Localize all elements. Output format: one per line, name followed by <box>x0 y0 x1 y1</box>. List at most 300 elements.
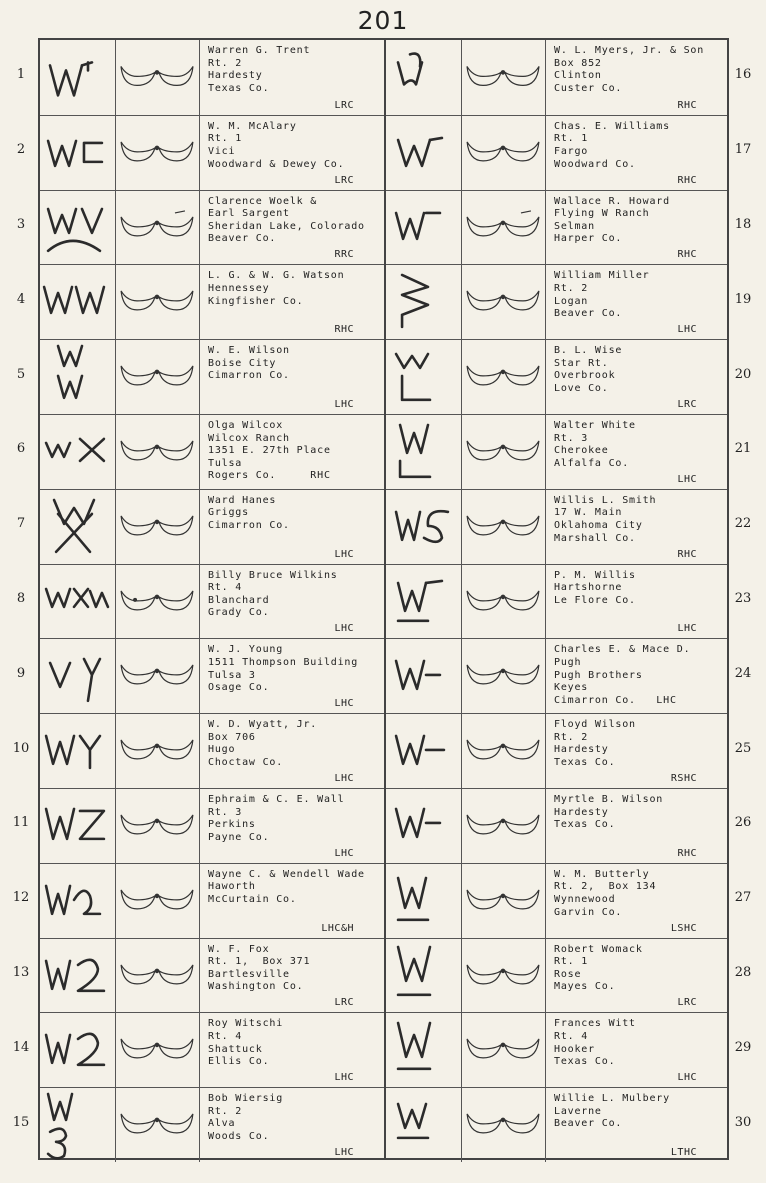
brand-entry <box>386 115 727 190</box>
earmark <box>461 340 546 414</box>
owner-line: Kingfisher Co. <box>208 295 304 307</box>
earmark-drawing <box>461 714 545 788</box>
owner-info <box>200 714 384 788</box>
earmark-drawing <box>115 1013 199 1087</box>
owner-line: W. E. Wilson <box>208 345 290 357</box>
brand-drawing <box>386 116 461 190</box>
owner-line: Wallace R. Howard <box>554 195 670 207</box>
owner-line: Rt. 2 <box>554 282 589 294</box>
brand-mark <box>40 714 116 788</box>
owner-line: Texas Co. <box>208 82 270 94</box>
earmark-drawing <box>461 864 545 938</box>
owner-line: Logan <box>554 295 589 307</box>
earmark <box>115 40 200 115</box>
row-number: 6 <box>16 441 26 457</box>
owner-line: Rt. 2, Box 134 <box>554 881 657 893</box>
earmark <box>115 116 200 190</box>
earmark-drawing <box>461 415 545 489</box>
owner-line: Choctaw Co. <box>208 756 284 768</box>
owner-line: Alfalfa Co. <box>554 457 630 469</box>
owner-line: Tulsa <box>208 457 243 469</box>
owner-line: W. M. McAlary <box>208 120 297 132</box>
owner-line: McCurtain Co. <box>208 893 297 905</box>
earmark-drawing <box>115 789 199 863</box>
brand-drawing <box>40 1013 115 1087</box>
earmark-drawing <box>115 639 199 713</box>
owner-line: Alva <box>208 1118 236 1130</box>
brand-location: LHC <box>677 623 697 635</box>
owner-line: Woodward & Dewey Co. <box>208 158 345 170</box>
owner-info <box>200 1013 384 1087</box>
brand-drawing <box>386 714 461 788</box>
brand-entry <box>386 190 727 265</box>
brand-entry <box>40 414 384 489</box>
row-number: 20 <box>734 366 752 382</box>
owner-line: Hennessey <box>208 282 270 294</box>
earmark <box>115 639 200 713</box>
earmark-drawing <box>115 565 199 639</box>
brand-location: LHC <box>677 473 697 485</box>
earmark <box>461 265 546 339</box>
owner-line: Laverne <box>554 1105 602 1117</box>
brand-location: LHC <box>334 698 354 710</box>
earmark <box>461 864 546 938</box>
earmark-drawing <box>461 265 545 339</box>
brand-mark <box>386 340 462 414</box>
brand-drawing <box>40 265 115 339</box>
row-number: 13 <box>12 965 30 980</box>
brand-entry <box>386 489 727 564</box>
earmark <box>115 415 200 489</box>
owner-line: Osage Co. <box>208 682 270 694</box>
brand-drawing <box>386 864 461 938</box>
brand-entry <box>40 339 384 414</box>
brand-entry <box>40 638 384 713</box>
brand-mark <box>386 191 462 265</box>
owner-line: Rt. 1, Box 371 <box>208 956 311 968</box>
owner-info <box>546 116 727 190</box>
brand-mark <box>386 1088 462 1162</box>
earmark <box>461 490 546 564</box>
row-number: 24 <box>734 665 752 681</box>
owner-info <box>200 789 384 863</box>
brand-entry <box>386 339 727 414</box>
brand-mark <box>386 490 462 564</box>
owner-info <box>200 864 384 938</box>
earmark <box>461 789 546 863</box>
earmark-drawing <box>115 1088 199 1162</box>
owner-line: Perkins <box>208 819 256 831</box>
earmark <box>115 191 200 265</box>
owner-info <box>546 714 727 788</box>
owner-info <box>200 415 384 489</box>
owner-info <box>546 939 727 1013</box>
owner-line: Rt. 3 <box>554 432 589 444</box>
owner-line: Clarence Woelk & <box>208 195 318 207</box>
owner-line: Rt. 2 <box>554 731 589 743</box>
brand-location: LHC <box>334 548 354 560</box>
brand-mark <box>40 265 116 339</box>
row-number: 15 <box>12 1114 30 1130</box>
earmark-drawing <box>461 939 545 1013</box>
owner-info <box>546 415 727 489</box>
brand-location: LRC <box>677 997 697 1009</box>
earmark-drawing <box>461 40 545 115</box>
owner-info <box>546 340 727 414</box>
owner-info <box>546 789 727 863</box>
earmark-drawing <box>115 265 199 339</box>
owner-line: Floyd Wilson <box>554 719 636 731</box>
row-number: 22 <box>734 516 752 532</box>
earmark <box>461 565 546 639</box>
brand-mark <box>40 864 116 938</box>
owner-line: Hardesty <box>554 744 609 756</box>
brand-drawing <box>40 490 115 564</box>
earmark-drawing <box>461 1088 545 1162</box>
owner-info <box>546 639 727 713</box>
brand-mark <box>40 340 116 414</box>
owner-info <box>546 490 727 564</box>
earmark <box>115 1088 200 1162</box>
owner-line: L. G. & W. G. Watson <box>208 270 345 282</box>
brand-drawing <box>386 340 461 414</box>
owner-info <box>546 40 727 115</box>
owner-line: Roy Witschi <box>208 1018 284 1030</box>
owner-info <box>200 340 384 414</box>
row-number: 5 <box>16 366 26 382</box>
brand-drawing <box>386 939 461 1013</box>
brand-entry <box>40 190 384 265</box>
earmark <box>115 789 200 863</box>
brand-mark <box>40 789 116 863</box>
brand-location: RRC <box>334 249 354 261</box>
earmark-drawing <box>115 490 199 564</box>
brand-location: LHC <box>677 324 697 336</box>
owner-line: Box 706 <box>208 731 256 743</box>
owner-line: Le Flore Co. <box>554 594 636 606</box>
owner-info <box>200 565 384 639</box>
earmark <box>115 1013 200 1087</box>
owner-line: Hartshorne <box>554 582 623 594</box>
brand-entry <box>40 40 384 115</box>
row-number: 8 <box>16 591 26 606</box>
earmark <box>461 1013 546 1087</box>
owner-line: Selman <box>554 220 595 232</box>
brand-entry <box>40 264 384 339</box>
brand-entry <box>40 1087 384 1162</box>
earmark-drawing <box>461 116 545 190</box>
brand-mark <box>386 1013 462 1087</box>
row-number: 4 <box>16 291 26 307</box>
earmark-drawing <box>461 490 545 564</box>
brand-drawing <box>40 340 115 414</box>
brand-mark <box>386 939 462 1013</box>
brand-entry <box>386 863 727 938</box>
owner-line: Mayes Co. <box>554 981 616 993</box>
brand-mark <box>386 415 462 489</box>
owner-line: Flying W Ranch <box>554 208 650 220</box>
owner-line: Keyes <box>554 682 589 694</box>
owner-info <box>200 639 384 713</box>
brand-mark <box>40 939 116 1013</box>
brand-mark <box>386 116 462 190</box>
earmark-drawing <box>461 789 545 863</box>
brand-entry <box>40 713 384 788</box>
earmark-drawing <box>115 864 199 938</box>
row-number: 25 <box>734 740 752 756</box>
earmark-drawing <box>461 1013 545 1087</box>
brand-drawing <box>40 565 115 639</box>
owner-line: Texas Co. <box>554 1056 616 1068</box>
owner-line: Haworth <box>208 881 256 893</box>
brand-mark <box>386 789 462 863</box>
owner-line: Oklahoma City <box>554 519 643 531</box>
brand-mark <box>40 1088 116 1162</box>
owner-line: Boise City <box>208 357 277 369</box>
owner-line: Sheridan Lake, Colorado <box>208 220 365 232</box>
brand-entry <box>40 1012 384 1087</box>
owner-line: Robert Womack <box>554 943 643 955</box>
earmark <box>461 714 546 788</box>
owner-info <box>546 1088 727 1162</box>
owner-line: Harper Co. <box>554 233 623 245</box>
owner-line: Woodward Co. <box>554 158 636 170</box>
brand-mark <box>386 265 462 339</box>
brand-location: LHC <box>677 1072 697 1084</box>
brand-drawing <box>386 265 461 339</box>
brand-entry <box>386 40 727 115</box>
brand-entry <box>386 1012 727 1087</box>
brand-drawing <box>40 714 115 788</box>
owner-line: Texas Co. <box>554 819 616 831</box>
owner-line: Pugh <box>554 656 582 668</box>
brand-entry <box>40 938 384 1013</box>
earmark <box>461 1088 546 1162</box>
brand-location: LHC <box>334 1146 354 1158</box>
brand-location: RHC <box>677 99 697 111</box>
brand-drawing <box>40 789 115 863</box>
owner-line: Rt. 1 <box>554 956 589 968</box>
earmark-drawing <box>461 565 545 639</box>
page-number: 201 <box>357 6 409 35</box>
brand-drawing <box>386 565 461 639</box>
brand-location: RHC <box>677 847 697 859</box>
brand-location: LSHC <box>670 922 697 934</box>
owner-line: W. D. Wyatt, Jr. <box>208 719 318 731</box>
brand-entry <box>40 564 384 639</box>
owner-info <box>546 265 727 339</box>
brand-entry <box>40 788 384 863</box>
row-number: 19 <box>734 291 752 307</box>
owner-line: Pugh Brothers <box>554 669 643 681</box>
owner-info <box>546 191 727 265</box>
owner-line: Overbrook <box>554 370 616 382</box>
brand-table-right <box>384 38 729 1160</box>
owner-line: W. J. Young <box>208 644 284 656</box>
owner-line: Rt. 1 <box>554 133 589 145</box>
brand-location: RHC <box>334 324 354 336</box>
row-number: 27 <box>734 890 752 906</box>
row-number: 3 <box>16 217 26 232</box>
owner-line: Hardesty <box>208 70 263 82</box>
row-number: 28 <box>734 965 752 980</box>
owner-line: Rt. 2 <box>208 1105 243 1117</box>
earmark <box>115 939 200 1013</box>
owner-line: Love Co. <box>554 382 609 394</box>
brand-mark <box>40 40 116 115</box>
earmark-drawing <box>115 340 199 414</box>
brand-location: LRC <box>677 398 697 410</box>
row-number: 26 <box>734 815 752 831</box>
owner-info <box>200 1088 384 1162</box>
row-number: 23 <box>734 591 752 606</box>
row-number: 21 <box>734 441 752 457</box>
brand-location: LHC <box>334 772 354 784</box>
earmark-drawing <box>115 415 199 489</box>
owner-line: Beaver Co. <box>554 308 623 320</box>
owner-info <box>200 40 384 115</box>
owner-line: Charles E. & Mace D. <box>554 644 691 656</box>
brand-drawing <box>386 789 461 863</box>
brand-location: RSHC <box>670 772 697 784</box>
brand-mark <box>40 116 116 190</box>
earmark <box>461 939 546 1013</box>
owner-line: Cimarron Co. LHC <box>554 694 677 706</box>
earmark <box>461 415 546 489</box>
owner-line: Wayne C. & Wendell Wade <box>208 868 365 880</box>
owner-line: Rose <box>554 968 582 980</box>
owner-line: William Miller <box>554 270 650 282</box>
earmark <box>115 714 200 788</box>
brand-location: LRC <box>334 99 354 111</box>
owner-info <box>200 116 384 190</box>
brand-mark <box>386 864 462 938</box>
owner-line: Star Rt. <box>554 357 609 369</box>
brand-location: LHC&H <box>321 922 354 934</box>
owner-line: Willie L. Mulbery <box>554 1093 670 1105</box>
brand-location: LTHC <box>670 1146 697 1158</box>
brand-mark <box>40 415 116 489</box>
brand-drawing <box>40 116 115 190</box>
brand-location: LRC <box>334 174 354 186</box>
brand-mark <box>40 565 116 639</box>
owner-line: Woods Co. <box>208 1130 270 1142</box>
owner-line: Billy Bruce Wilkins <box>208 569 338 581</box>
owner-info <box>200 490 384 564</box>
owner-line: Cimarron Co. <box>208 519 290 531</box>
owner-line: Rt. 4 <box>208 582 243 594</box>
earmark-drawing <box>461 191 545 265</box>
owner-line: Rt. 3 <box>208 806 243 818</box>
earmark <box>461 191 546 265</box>
owner-line: Wilcox Ranch <box>208 432 290 444</box>
owner-line: Grady Co. <box>208 607 270 619</box>
brand-entry <box>386 713 727 788</box>
earmark-drawing <box>115 939 199 1013</box>
owner-line: Garvin Co. <box>554 906 623 918</box>
brand-drawing <box>40 639 115 713</box>
brand-entry <box>386 938 727 1013</box>
owner-line: Hooker <box>554 1043 595 1055</box>
earmark <box>115 340 200 414</box>
brand-table-left <box>38 38 386 1160</box>
brand-drawing <box>386 1013 461 1087</box>
owner-line: Hardesty <box>554 806 609 818</box>
earmark-drawing <box>115 116 199 190</box>
owner-line: Vici <box>208 145 236 157</box>
row-number: 7 <box>16 516 26 532</box>
earmark <box>115 565 200 639</box>
row-number: 30 <box>734 1114 752 1130</box>
owner-line: Rt. 1 <box>208 133 243 145</box>
brand-entry <box>40 115 384 190</box>
owner-info <box>200 191 384 265</box>
brand-mark <box>40 639 116 713</box>
brand-drawing <box>386 415 461 489</box>
owner-line: Ward Hanes <box>208 494 277 506</box>
owner-line: W. F. Fox <box>208 943 270 955</box>
brand-mark <box>386 639 462 713</box>
brand-entry <box>386 1087 727 1162</box>
owner-line: Ephraim & C. E. Wall <box>208 794 345 805</box>
owner-line: Rogers Co. RHC <box>208 470 331 482</box>
brand-drawing <box>40 191 115 265</box>
owner-line: Earl Sargent <box>208 208 290 220</box>
brand-drawing <box>40 1088 115 1162</box>
row-number: 29 <box>734 1039 752 1055</box>
earmark-drawing <box>461 340 545 414</box>
owner-line: W. M. Butterly <box>554 868 650 880</box>
owner-line: Beaver Co. <box>554 1118 623 1130</box>
owner-line: Blanchard <box>208 594 270 606</box>
owner-line: 17 W. Main <box>554 507 623 519</box>
row-number: 17 <box>734 142 752 158</box>
brand-location: RHC <box>677 249 697 261</box>
brand-location: RHC <box>677 548 697 560</box>
owner-line: Beaver Co. <box>208 233 277 245</box>
owner-info <box>546 864 727 938</box>
owner-line: Bartlesville <box>208 968 290 980</box>
earmark <box>461 639 546 713</box>
owner-line: Olga Wilcox <box>208 420 284 431</box>
owner-line: Hugo <box>208 744 236 756</box>
owner-line: Wynnewood <box>554 893 616 905</box>
brand-mark <box>386 714 462 788</box>
brand-mark <box>386 40 462 115</box>
brand-drawing <box>386 1088 461 1162</box>
owner-line: Box 852 <box>554 57 602 69</box>
owner-line: Chas. E. Williams <box>554 120 670 132</box>
brand-drawing <box>386 639 461 713</box>
owner-line: Marshall Co. <box>554 532 636 544</box>
row-number: 12 <box>12 890 30 906</box>
brand-location: LHC <box>334 847 354 859</box>
brand-drawing <box>40 415 115 489</box>
brand-drawing <box>40 939 115 1013</box>
brand-drawing <box>40 864 115 938</box>
brand-mark <box>40 1013 116 1087</box>
brand-entry <box>386 788 727 863</box>
brand-drawing <box>386 490 461 564</box>
earmark-drawing <box>115 191 199 265</box>
brand-entry <box>40 489 384 564</box>
owner-line: Texas Co. <box>554 756 616 768</box>
owner-line: Payne Co. <box>208 831 270 843</box>
owner-line: Custer Co. <box>554 82 623 94</box>
brand-mark <box>40 191 116 265</box>
row-number: 14 <box>12 1039 30 1055</box>
owner-line: P. M. Willis <box>554 569 636 581</box>
